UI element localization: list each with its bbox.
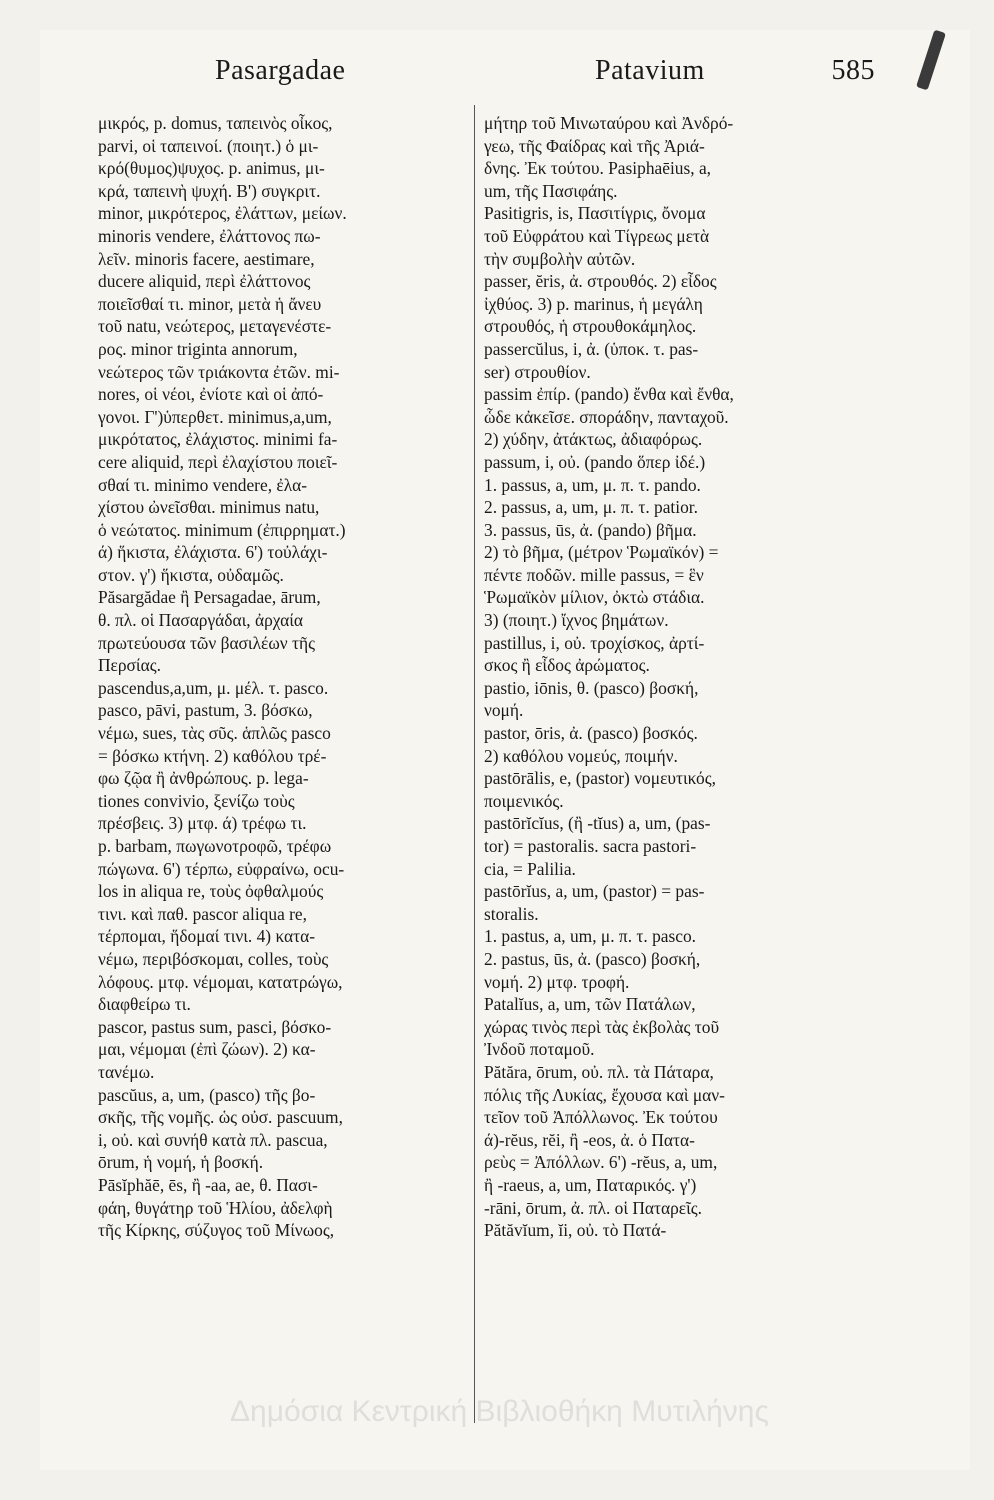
text-line: μήτηρ τοῦ Μινωταύρου καὶ Ἀνδρό- <box>484 113 734 133</box>
text-line: Pătăra, ōrum, οὐ. πλ. τὰ Πάταρα, <box>484 1061 714 1082</box>
text-line: δνης. Ἐκ τούτου. Pasiphaēius, a, <box>484 158 712 179</box>
text-line: μικρότατος, ἐλάχιστος. minimi fa- <box>98 429 338 450</box>
text-line: σκῆς, τῆς νομῆς. ὡς οὐσ. pascuum, <box>98 1107 343 1128</box>
text-line: σθαί τι. minimo vendere, ἐλα- <box>98 474 308 495</box>
text-line: 2) χύδην, ἀτάκτως, ἀδιαφόρως. <box>484 429 703 450</box>
text-line: λόφους. μτφ. νέμομαι, κατατρώγω, <box>98 971 343 992</box>
text-line: pascŭus, a, um, (pasco) τῆς βο- <box>98 1084 316 1105</box>
text-line: νεώτερος τῶν τριάκοντα ἐτῶν. mi- <box>98 361 340 382</box>
text-line: pastōrālis, e, (pastor) νομευτικός, <box>484 768 716 789</box>
text-line: πρέσβεις. 3) μτφ. ά) τρέφω τι. <box>98 813 307 834</box>
text-line: τανέμω. <box>98 1061 155 1082</box>
text-line: τῆς Κίρκης, σύζυγος τοῦ Μίνωος, <box>98 1220 335 1241</box>
text-line: parvi, οἱ ταπεινοί. (ποιητ.) ὁ μι- <box>98 135 319 156</box>
text-line: 1. passus, a, um, μ. π. τ. pando. <box>484 474 701 495</box>
text-line: tiones convivio, ξενίζω τοὺς <box>98 790 295 811</box>
text-line: πόλις τῆς Λυκίας, ἔχουσα καὶ μαν- <box>484 1084 725 1105</box>
library-watermark: Δημόσια Κεντρική Βιβλιοθήκη Μυτιλήνης <box>230 1395 769 1428</box>
text-line: p. barbam, πωγωνοτροφῶ, τρέφω <box>98 836 332 856</box>
header-right-word: Patavium <box>595 55 705 86</box>
text-line: φω ζῷα ἢ ἀνθρώπους. p. lega- <box>98 768 309 789</box>
text-line: 2) τὸ βῆμα, (μέτρον Ῥωμαϊκόν) = <box>484 542 719 563</box>
text-line: los in aliqua re, τοὺς ὀφθαλμούς <box>98 881 324 902</box>
text-line: νομή. <box>484 700 524 721</box>
text-line: ἰχθύος. 3) p. marinus, ἡ μεγάλη <box>484 293 703 314</box>
page-header <box>215 55 875 95</box>
text-line: pasco, pāvi, pastum, 3. βόσκω, <box>98 700 313 721</box>
text-line: ρος. minor triginta annorum, <box>98 338 298 359</box>
text-line: pastōrĭcĭus, (ἢ -tĭus) a, um, (pas- <box>484 813 711 834</box>
text-line: Ἰνδοῦ ποταμοῦ. <box>484 1039 595 1060</box>
text-line: πέντε ποδῶν. mille passus, = ἓν <box>484 564 704 585</box>
text-line: passim ἐπίρ. (pando) ἔνθα καὶ ἔνθα, <box>484 384 734 405</box>
text-line: Patalĭus, a, um, τῶν Πατάλων, <box>484 994 696 1015</box>
text-line: 2) καθόλου νομεύς, ποιμήν. <box>484 745 678 766</box>
text-line: νέμω, sues, τὰς σῦς. ἁπλῶς pasco <box>98 723 331 744</box>
text-line: pascendus,a,um, μ. μέλ. τ. pasco. <box>98 677 329 698</box>
text-line: μαι, νέμομαι (ἐπὶ ζώων). 2) κα- <box>98 1039 316 1060</box>
text-line: Ῥωμαϊκὸν μίλιον, ὀκτὼ στάδια. <box>484 587 705 608</box>
text-line: 1. pastus, a, um, μ. π. τ. pasco. <box>484 926 697 947</box>
text-line: τεῖον τοῦ Ἀπόλλωνος. Ἐκ τούτου <box>484 1107 718 1128</box>
text-line: ά)-rĕus, rĕi, ἢ -eos, ἀ. ὁ Πατα- <box>484 1129 695 1150</box>
text-line: passercŭlus, i, ἀ. (ὑποκ. τ. pas- <box>484 338 699 359</box>
text-line: 2. pastus, ūs, ἀ. (pasco) βοσκή, <box>484 948 701 969</box>
text-line: pastio, iōnis, θ. (pasco) βοσκή, <box>484 677 699 698</box>
text-line: 3. passus, ūs, ἀ. (pando) βῆμα. <box>484 519 697 540</box>
text-line: κρά, ταπεινὴ ψυχή. Β') συγκριτ. <box>98 180 321 201</box>
text-line: ὧδε κἀκεῖσε. σποράδην, πανταχοῦ. <box>484 406 729 427</box>
text-line: -rāni, ōrum, ἀ. πλ. οἱ Παταρεῖς. <box>484 1197 703 1218</box>
text-line: cia, = Palilia. <box>484 858 576 879</box>
text-line: Pāsĭphăē, ēs, ἢ -aa, ae, θ. Πασι- <box>98 1174 318 1195</box>
text-line: διαφθείρω τι. <box>98 994 191 1015</box>
text-line: φάη, θυγάτηρ τοῦ Ἡλίου, ἀδελφὴ <box>98 1197 333 1218</box>
right-column <box>484 112 864 1242</box>
text-line: ducere aliquid, περὶ ἐλάττονος <box>98 271 311 292</box>
text-line: ποιμενικός. <box>484 790 564 811</box>
text-line: nores, οἱ νέοι, ἐνίοτε καὶ οἱ ἀπό- <box>98 384 324 405</box>
text-line: πρωτεύουσα τῶν βασιλέων τῆς <box>98 632 315 653</box>
text-line: στον. γ') ἥκιστα, οὐδαμῶς. <box>98 564 284 585</box>
text-line: ποιεῖσθαί τι. minor, μετὰ ἡ ἄνευ <box>98 293 322 314</box>
text-line: ρεὺς = Ἀπόλλων. 6') -rĕus, a, um, <box>484 1152 718 1173</box>
text-line: τοῦ Εὐφράτου καὶ Τίγρεως μετὰ <box>484 225 710 246</box>
text-line: pastillus, i, οὐ. τροχίσκος, ἀρτί- <box>484 632 705 653</box>
text-line: ser) στρουθίον. <box>484 361 591 382</box>
header-left-word: Pasargadae <box>215 55 346 86</box>
text-line: νέμω, περιβόσκομαι, colles, τοὺς <box>98 948 329 969</box>
text-line: τέρπομαι, ἥδομαί τινι. 4) κατα- <box>98 926 316 947</box>
text-line: Περσίας. <box>98 655 161 676</box>
text-line: tor) = pastoralis. sacra pastori- <box>484 836 697 856</box>
text-line: νομή. 2) μτφ. τροφή. <box>484 971 630 992</box>
text-line: pastōrĭus, a, um, (pastor) = pas- <box>484 881 705 902</box>
text-line: 3) (ποιητ.) ἴχνος βημάτων. <box>484 610 669 631</box>
text-line: i, οὐ. καὶ συνήθ κατὰ πλ. pascua, <box>98 1129 328 1150</box>
text-line: στρουθός, ἡ στρουθοκάμηλος. <box>484 316 697 337</box>
text-line: ά) ἥκιστα, ἐλάχιστα. 6') τοὐλάχι- <box>98 542 328 563</box>
text-line: minor, μικρότερος, ἐλάττων, μείων. <box>98 203 347 224</box>
text-line: pastor, ōris, ἀ. (pasco) βοσκός. <box>484 723 698 744</box>
text-line: σκος ἢ εἶδος ἀρώματος. <box>484 655 650 676</box>
text-line: = βόσκω κτήνη. 2) καθόλου τρέ- <box>98 745 327 766</box>
text-line: um, τῆς Πασιφάης. <box>484 180 618 201</box>
text-line: Pasitigris, is, Πασιτίγρις, ὄνομα <box>484 203 706 224</box>
column-divider <box>474 105 475 1423</box>
text-line: ōrum, ἡ νομή, ἡ βοσκή. <box>98 1152 264 1173</box>
text-line: 2. passus, a, um, μ. π. τ. patior. <box>484 497 698 518</box>
left-column <box>98 112 466 1242</box>
text-line: τὴν συμβολὴν αὐτῶν. <box>484 248 636 269</box>
text-line: passum, i, οὐ. (pando ὅπερ ἰδέ.) <box>484 451 706 472</box>
text-line: Pătăvĭum, ĭi, οὐ. τὸ Πατά- <box>484 1220 667 1241</box>
text-line: pascor, pastus sum, pasci, βόσκο- <box>98 1016 332 1037</box>
text-line: τινι. καὶ παθ. pascor aliqua re, <box>98 903 308 924</box>
text-line: γονοι. Γ')ὑπερθετ. minimus,a,um, <box>98 406 332 427</box>
text-line: minoris vendere, ἐλάττονος πω- <box>98 225 321 246</box>
text-line: χώρας τινὸς περὶ τὰς ἐκβολὰς τοῦ <box>484 1016 720 1037</box>
page-number: 585 <box>831 55 875 86</box>
text-line: Păsargădae ἢ Persagadae, ārum, <box>98 587 321 608</box>
text-line: θ. πλ. οἱ Πασαργάδαι, ἀρχαία <box>98 610 303 631</box>
text-line: λεῖν. minoris facere, aestimare, <box>98 248 315 269</box>
text-line: storalis. <box>484 903 539 924</box>
text-line: cere aliquid, περὶ ἐλαχίστου ποιεῖ- <box>98 451 338 472</box>
text-line: μικρός, p. domus, ταπεινὸς οἶκος, <box>98 113 333 133</box>
text-line: χίστου ὠνεῖσθαι. minimus natu, <box>98 497 320 518</box>
text-line: κρό(θυμος)ψυχος. p. animus, μι- <box>98 158 325 179</box>
text-line: πώγωνα. 6') τέρπω, εὐφραίνω, ocu- <box>98 858 345 879</box>
text-line: γεω, τῆς Φαίδρας καὶ τῆς Ἀριά- <box>484 135 705 156</box>
text-line: ὁ νεώτατος. minimum (ἐπιρρηματ.) <box>98 519 346 540</box>
text-line: τοῦ natu, νεώτερος, μεταγενέστε- <box>98 316 332 337</box>
text-line: ἢ -raeus, a, um, Παταρικός. γ') <box>484 1174 697 1195</box>
text-line: passer, ĕris, ἀ. στρουθός. 2) εἶδος <box>484 271 717 292</box>
